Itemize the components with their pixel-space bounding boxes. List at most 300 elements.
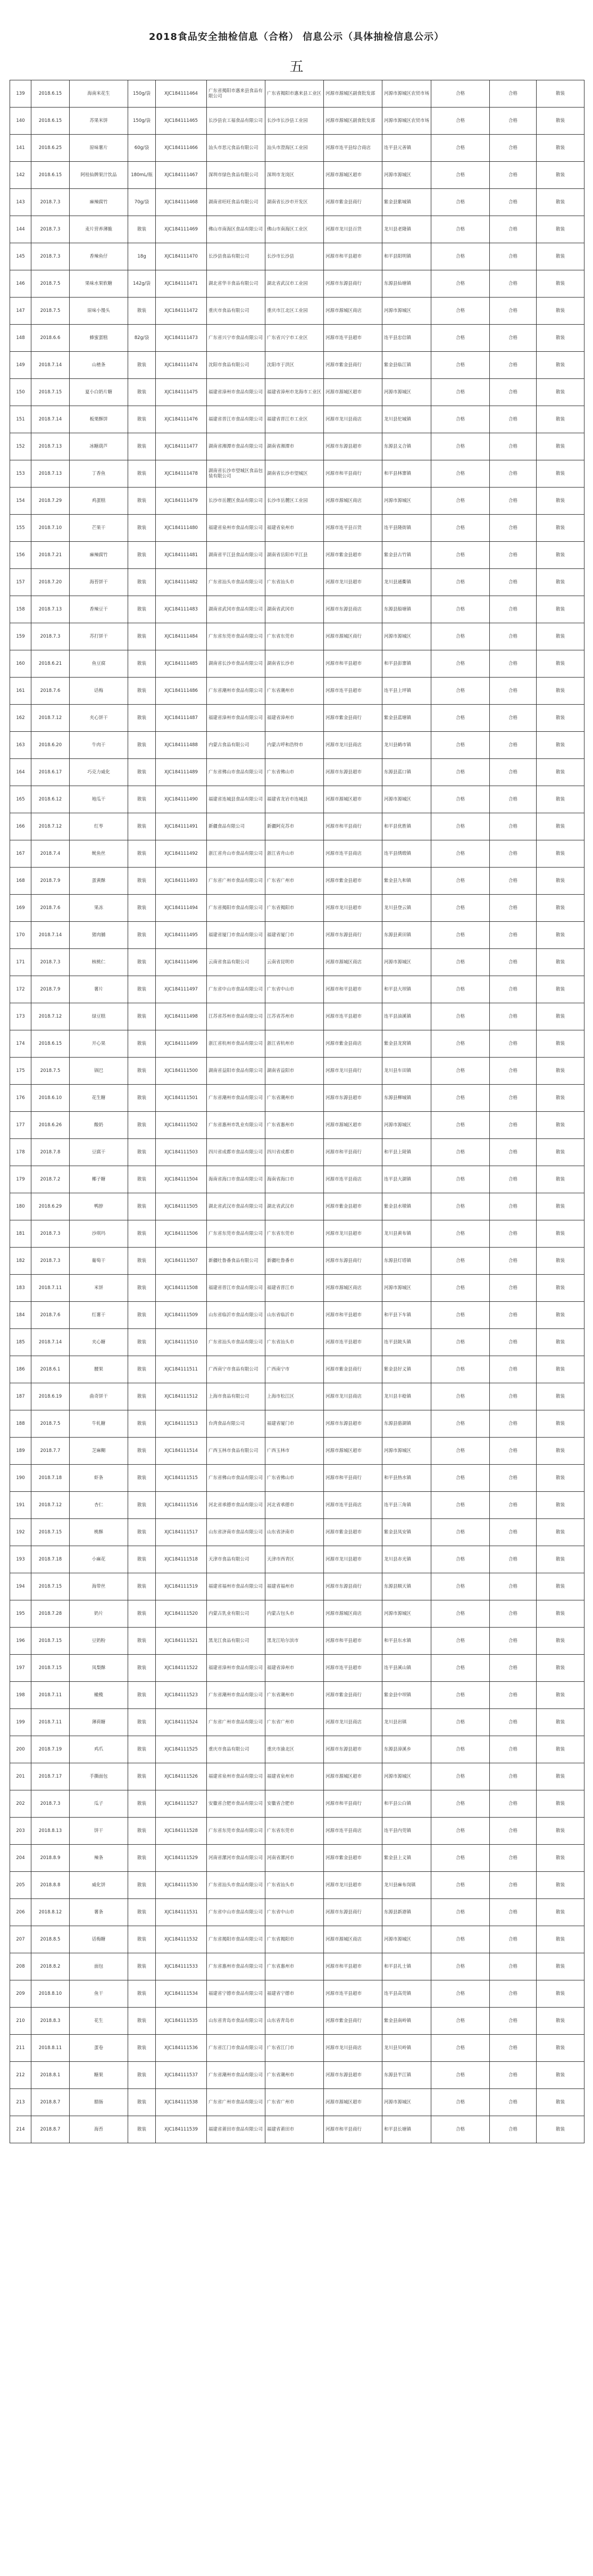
result-cell: 合格 bbox=[431, 1030, 490, 1058]
product-spec: 散装 bbox=[128, 1736, 156, 1763]
manufacturer-name: 福建省漳州市食品有限公司 bbox=[207, 1655, 265, 1682]
manufacturer-address: 广东省潮州市 bbox=[265, 1085, 324, 1112]
sample-place: 东源县蓝口镇 bbox=[382, 759, 431, 786]
brand-cell: 散装 bbox=[537, 2116, 584, 2143]
result-cell: 合格 bbox=[431, 108, 490, 135]
result-cell: 合格 bbox=[431, 433, 490, 460]
manufacturer-name: 广东省广州市食品有限公司 bbox=[207, 1709, 265, 1736]
brand-cell: 散装 bbox=[537, 243, 584, 270]
row-number: 153 bbox=[10, 460, 31, 488]
manufacturer-address: 佛山市南海区工业区 bbox=[265, 216, 324, 243]
row-number: 148 bbox=[10, 325, 31, 352]
row-number: 142 bbox=[10, 162, 31, 189]
product-spec: 70g/袋 bbox=[128, 189, 156, 216]
brand-cell: 散装 bbox=[537, 759, 584, 786]
sampled-unit: 河源市龙川县超市 bbox=[324, 895, 382, 922]
product-name: 酸奶 bbox=[70, 1112, 128, 1139]
sample-code: XJC184111538 bbox=[156, 2089, 207, 2116]
sample-code: XJC184111519 bbox=[156, 1573, 207, 1600]
sample-place: 龙川县鹤市镇 bbox=[382, 732, 431, 759]
row-number: 162 bbox=[10, 705, 31, 732]
product-spec: 散装 bbox=[128, 623, 156, 650]
sample-place: 龙川县登云镇 bbox=[382, 895, 431, 922]
product-name: 果味水果软糖 bbox=[70, 270, 128, 298]
brand-cell: 散装 bbox=[537, 895, 584, 922]
row-number: 200 bbox=[10, 1736, 31, 1763]
product-spec: 散装 bbox=[128, 1818, 156, 1845]
table-row bbox=[10, 1030, 584, 1058]
manufacturer-address: 福建省漳州市 bbox=[265, 705, 324, 732]
row-number: 180 bbox=[10, 1193, 31, 1220]
sample-place: 龙川县通衢镇 bbox=[382, 569, 431, 596]
sample-code: XJC184111491 bbox=[156, 813, 207, 840]
department-cell: 合格 bbox=[490, 1139, 537, 1166]
sample-date: 2018.7.10 bbox=[31, 515, 70, 542]
sample-code: XJC184111487 bbox=[156, 705, 207, 732]
department-cell: 合格 bbox=[490, 1275, 537, 1302]
manufacturer-name: 广东省潮州市食品有限公司 bbox=[207, 1682, 265, 1709]
manufacturer-name: 广东省潮州市食品有限公司 bbox=[207, 678, 265, 705]
table-row bbox=[10, 569, 584, 596]
result-cell: 合格 bbox=[431, 2035, 490, 2062]
table-row bbox=[10, 2008, 584, 2035]
manufacturer-name: 云南省食品有限公司 bbox=[207, 949, 265, 976]
brand-cell: 散装 bbox=[537, 840, 584, 868]
sample-code: XJC184111506 bbox=[156, 1220, 207, 1248]
sample-code: XJC184111522 bbox=[156, 1655, 207, 1682]
product-name: 豆奶粉 bbox=[70, 1628, 128, 1655]
sample-code: XJC184111526 bbox=[156, 1763, 207, 1790]
row-number: 140 bbox=[10, 108, 31, 135]
sample-code: XJC184111510 bbox=[156, 1329, 207, 1356]
manufacturer-name: 广东省惠州市乳业有限公司 bbox=[207, 1112, 265, 1139]
row-number: 160 bbox=[10, 650, 31, 678]
sample-date: 2018.7.13 bbox=[31, 460, 70, 488]
department-cell: 合格 bbox=[490, 868, 537, 895]
product-name: 花生糖 bbox=[70, 1085, 128, 1112]
product-name: 薄荷糖 bbox=[70, 1709, 128, 1736]
sampled-unit: 河源市连平县商店 bbox=[324, 1166, 382, 1193]
sample-date: 2018.6.20 bbox=[31, 732, 70, 759]
manufacturer-address: 广东省汕头市 bbox=[265, 569, 324, 596]
table-row bbox=[10, 1220, 584, 1248]
sample-place: 连平县大湖镇 bbox=[382, 1166, 431, 1193]
department-cell: 合格 bbox=[490, 1709, 537, 1736]
sample-date: 2018.7.12 bbox=[31, 705, 70, 732]
table-row bbox=[10, 162, 584, 189]
table-row bbox=[10, 1465, 584, 1492]
manufacturer-address: 新疆阿克苏市 bbox=[265, 813, 324, 840]
sample-date: 2018.7.12 bbox=[31, 1003, 70, 1030]
sample-place: 连平县元善镇 bbox=[382, 135, 431, 162]
row-number: 156 bbox=[10, 542, 31, 569]
sampled-unit: 河源市龙川县商店 bbox=[324, 2035, 382, 2062]
table-row bbox=[10, 678, 584, 705]
result-cell: 合格 bbox=[431, 1736, 490, 1763]
sampled-unit: 河源市东源县超市 bbox=[324, 433, 382, 460]
manufacturer-name: 新疆吐鲁番食品有限公司 bbox=[207, 1248, 265, 1275]
result-cell: 合格 bbox=[431, 949, 490, 976]
row-number: 211 bbox=[10, 2035, 31, 2062]
sample-place: 和平县林寨镇 bbox=[382, 460, 431, 488]
brand-cell: 散装 bbox=[537, 1248, 584, 1275]
manufacturer-address: 广东省惠州市 bbox=[265, 1112, 324, 1139]
department-cell: 合格 bbox=[490, 1573, 537, 1600]
table-row bbox=[10, 976, 584, 1003]
sample-place: 河源市源城区 bbox=[382, 379, 431, 406]
manufacturer-name: 福建省漳州市食品有限公司 bbox=[207, 379, 265, 406]
manufacturer-address: 福建省宁德市 bbox=[265, 1980, 324, 2008]
product-spec: 散装 bbox=[128, 813, 156, 840]
row-number: 170 bbox=[10, 922, 31, 949]
product-spec: 散装 bbox=[128, 1220, 156, 1248]
manufacturer-address: 福建省晋江市工业区 bbox=[265, 406, 324, 433]
manufacturer-name: 广东省揭阳市食品有限公司 bbox=[207, 1926, 265, 1953]
manufacturer-name: 福建省泉州市食品有限公司 bbox=[207, 515, 265, 542]
department-cell: 合格 bbox=[490, 759, 537, 786]
result-cell: 合格 bbox=[431, 678, 490, 705]
brand-cell: 散装 bbox=[537, 1003, 584, 1030]
manufacturer-name: 内蒙古乳业有限公司 bbox=[207, 1600, 265, 1628]
product-spec: 散装 bbox=[128, 1383, 156, 1410]
manufacturer-name: 河北省承德市食品有限公司 bbox=[207, 1492, 265, 1519]
product-spec: 散装 bbox=[128, 1329, 156, 1356]
row-number: 194 bbox=[10, 1573, 31, 1600]
sample-date: 2018.7.14 bbox=[31, 922, 70, 949]
row-number: 141 bbox=[10, 135, 31, 162]
table-row bbox=[10, 1573, 584, 1600]
row-number: 157 bbox=[10, 569, 31, 596]
product-spec: 82g/袋 bbox=[128, 325, 156, 352]
row-number: 165 bbox=[10, 786, 31, 813]
product-name: 手撕面包 bbox=[70, 1763, 128, 1790]
department-cell: 合格 bbox=[490, 488, 537, 515]
department-cell: 合格 bbox=[490, 976, 537, 1003]
manufacturer-name: 湖南省旺旺食品有限公司 bbox=[207, 189, 265, 216]
manufacturer-address: 广东省潮州市 bbox=[265, 678, 324, 705]
result-cell: 合格 bbox=[431, 1818, 490, 1845]
manufacturer-name: 长沙县农工福食品有限公司 bbox=[207, 108, 265, 135]
sampled-unit: 河源市源城区超市 bbox=[324, 1438, 382, 1465]
department-cell: 合格 bbox=[490, 596, 537, 623]
manufacturer-address: 广东省佛山市 bbox=[265, 1465, 324, 1492]
brand-cell: 散装 bbox=[537, 1600, 584, 1628]
manufacturer-name: 湖北省武汉市食品有限公司 bbox=[207, 1193, 265, 1220]
sample-place: 连平县隆街镇 bbox=[382, 515, 431, 542]
sampled-unit: 河源市源城区超市 bbox=[324, 1763, 382, 1790]
product-name: 原味薯片 bbox=[70, 135, 128, 162]
sample-code: XJC184111477 bbox=[156, 433, 207, 460]
sample-date: 2018.7.3 bbox=[31, 243, 70, 270]
brand-cell: 散装 bbox=[537, 678, 584, 705]
table-row bbox=[10, 270, 584, 298]
sample-date: 2018.7.12 bbox=[31, 1492, 70, 1519]
sample-code: XJC184111490 bbox=[156, 786, 207, 813]
sample-code: XJC184111482 bbox=[156, 569, 207, 596]
manufacturer-name: 广东省中山市食品有限公司 bbox=[207, 1899, 265, 1926]
row-number: 150 bbox=[10, 379, 31, 406]
sampled-unit: 河源市东源县超市 bbox=[324, 2062, 382, 2089]
table-row bbox=[10, 1899, 584, 1926]
sample-code: XJC184111537 bbox=[156, 2062, 207, 2089]
table-row bbox=[10, 786, 584, 813]
table-row bbox=[10, 1736, 584, 1763]
sample-date: 2018.8.7 bbox=[31, 2089, 70, 2116]
brand-cell: 散装 bbox=[537, 1953, 584, 1980]
sample-place: 龙川县丰稔镇 bbox=[382, 1383, 431, 1410]
sample-date: 2018.7.12 bbox=[31, 813, 70, 840]
product-name: 芒果干 bbox=[70, 515, 128, 542]
manufacturer-name: 广东省汕头市食品有限公司 bbox=[207, 569, 265, 596]
department-cell: 合格 bbox=[490, 1628, 537, 1655]
sample-place: 和平县优胜镇 bbox=[382, 813, 431, 840]
sampled-unit: 河源市连平县商店 bbox=[324, 1492, 382, 1519]
sampled-unit: 河源市东源县超市 bbox=[324, 1410, 382, 1438]
product-name: 麻辣腐竹 bbox=[70, 542, 128, 569]
sample-code: XJC184111494 bbox=[156, 895, 207, 922]
department-cell: 合格 bbox=[490, 1193, 537, 1220]
manufacturer-address: 长沙市长沙县工业园 bbox=[265, 108, 324, 135]
sample-date: 2018.7.6 bbox=[31, 1302, 70, 1329]
sampled-unit: 河源市东源县商行 bbox=[324, 1248, 382, 1275]
row-number: 139 bbox=[10, 80, 31, 108]
manufacturer-address: 广东省潮州市 bbox=[265, 1682, 324, 1709]
row-number: 191 bbox=[10, 1492, 31, 1519]
brand-cell: 散装 bbox=[537, 623, 584, 650]
brand-cell: 散装 bbox=[537, 542, 584, 569]
manufacturer-address: 汕头市澄海区工业园 bbox=[265, 135, 324, 162]
sample-place: 连平县内莞镇 bbox=[382, 1818, 431, 1845]
sample-code: XJC184111481 bbox=[156, 542, 207, 569]
row-number: 164 bbox=[10, 759, 31, 786]
brand-cell: 散装 bbox=[537, 813, 584, 840]
sample-date: 2018.7.2 bbox=[31, 1166, 70, 1193]
manufacturer-address: 长沙市岳麓区工业园 bbox=[265, 488, 324, 515]
product-name: 橄榄 bbox=[70, 1682, 128, 1709]
table-row bbox=[10, 2089, 584, 2116]
result-cell: 合格 bbox=[431, 1600, 490, 1628]
manufacturer-address: 上海市松江区 bbox=[265, 1383, 324, 1410]
product-name: 薯条 bbox=[70, 1899, 128, 1926]
sampled-unit: 河源市龙川县百货 bbox=[324, 216, 382, 243]
row-number: 178 bbox=[10, 1139, 31, 1166]
sampled-unit: 河源市源城区商店 bbox=[324, 298, 382, 325]
table-row bbox=[10, 1193, 584, 1220]
manufacturer-address: 沈阳市于洪区 bbox=[265, 352, 324, 379]
manufacturer-address: 福建省厦门市 bbox=[265, 1410, 324, 1438]
sample-date: 2018.7.9 bbox=[31, 976, 70, 1003]
row-number: 210 bbox=[10, 2008, 31, 2035]
manufacturer-address: 广东省揭阳市惠来县工业区 bbox=[265, 80, 324, 108]
result-cell: 合格 bbox=[431, 1410, 490, 1438]
sample-place: 连平县溪山镇 bbox=[382, 1655, 431, 1682]
brand-cell: 散装 bbox=[537, 135, 584, 162]
result-cell: 合格 bbox=[431, 325, 490, 352]
product-spec: 散装 bbox=[128, 1030, 156, 1058]
sample-date: 2018.7.7 bbox=[31, 1438, 70, 1465]
product-spec: 散装 bbox=[128, 949, 156, 976]
product-spec: 180mL/瓶 bbox=[128, 162, 156, 189]
manufacturer-name: 广东省东莞市食品有限公司 bbox=[207, 623, 265, 650]
manufacturer-address: 广西南宁市 bbox=[265, 1356, 324, 1383]
sample-date: 2018.7.8 bbox=[31, 1139, 70, 1166]
sample-date: 2018.7.6 bbox=[31, 895, 70, 922]
department-cell: 合格 bbox=[490, 1519, 537, 1546]
brand-cell: 散装 bbox=[537, 352, 584, 379]
table-row bbox=[10, 840, 584, 868]
department-cell: 合格 bbox=[490, 1220, 537, 1248]
sample-date: 2018.7.11 bbox=[31, 1275, 70, 1302]
result-cell: 合格 bbox=[431, 1438, 490, 1465]
sample-place: 龙川县赤光镇 bbox=[382, 1546, 431, 1573]
sample-date: 2018.8.3 bbox=[31, 2008, 70, 2035]
sample-place: 东源县柳城镇 bbox=[382, 1085, 431, 1112]
product-spec: 散装 bbox=[128, 1953, 156, 1980]
product-name: 桃酥 bbox=[70, 1519, 128, 1546]
sample-date: 2018.7.21 bbox=[31, 542, 70, 569]
product-name: 原味小馒头 bbox=[70, 298, 128, 325]
row-number: 168 bbox=[10, 868, 31, 895]
sample-date: 2018.7.13 bbox=[31, 596, 70, 623]
product-spec: 散装 bbox=[128, 1682, 156, 1709]
sampled-unit: 河源市东源县商店 bbox=[324, 596, 382, 623]
sample-date: 2018.6.15 bbox=[31, 80, 70, 108]
result-cell: 合格 bbox=[431, 1166, 490, 1193]
sample-code: XJC184111513 bbox=[156, 1410, 207, 1438]
manufacturer-address: 广东省广州市 bbox=[265, 2089, 324, 2116]
row-number: 199 bbox=[10, 1709, 31, 1736]
product-spec: 散装 bbox=[128, 569, 156, 596]
brand-cell: 散装 bbox=[537, 1818, 584, 1845]
brand-cell: 散装 bbox=[537, 1356, 584, 1383]
sampled-unit: 河源市龙川县商店 bbox=[324, 1383, 382, 1410]
product-name: 腊肠 bbox=[70, 2089, 128, 2116]
sample-date: 2018.8.12 bbox=[31, 1899, 70, 1926]
result-cell: 合格 bbox=[431, 1302, 490, 1329]
product-name: 威化饼 bbox=[70, 1872, 128, 1899]
manufacturer-address: 福建省龙岩市连城县 bbox=[265, 786, 324, 813]
sample-code: XJC184111524 bbox=[156, 1709, 207, 1736]
product-name: 牛肉干 bbox=[70, 732, 128, 759]
row-number: 181 bbox=[10, 1220, 31, 1248]
sample-code: XJC184111468 bbox=[156, 189, 207, 216]
manufacturer-name: 河南省漯河市食品有限公司 bbox=[207, 1845, 265, 1872]
sample-code: XJC184111480 bbox=[156, 515, 207, 542]
sample-code: XJC184111525 bbox=[156, 1736, 207, 1763]
sample-date: 2018.7.3 bbox=[31, 1248, 70, 1275]
result-cell: 合格 bbox=[431, 1139, 490, 1166]
manufacturer-name: 广东省广州市食品有限公司 bbox=[207, 2089, 265, 2116]
result-cell: 合格 bbox=[431, 1058, 490, 1085]
result-cell: 合格 bbox=[431, 2116, 490, 2143]
brand-cell: 散装 bbox=[537, 1302, 584, 1329]
manufacturer-name: 台湾食品有限公司 bbox=[207, 1410, 265, 1438]
sample-code: XJC184111511 bbox=[156, 1356, 207, 1383]
sample-code: XJC184111493 bbox=[156, 868, 207, 895]
manufacturer-address: 安徽省合肥市 bbox=[265, 1790, 324, 1818]
sample-place: 和平县大坝镇 bbox=[382, 976, 431, 1003]
product-name: 蜂蜜蛋糕 bbox=[70, 325, 128, 352]
sample-place: 河源市源城区 bbox=[382, 298, 431, 325]
row-number: 144 bbox=[10, 216, 31, 243]
brand-cell: 散装 bbox=[537, 569, 584, 596]
sampled-unit: 河源市源城区超市 bbox=[324, 1112, 382, 1139]
product-name: 巧克力威化 bbox=[70, 759, 128, 786]
manufacturer-name: 深圳市绿色食品有限公司 bbox=[207, 162, 265, 189]
sample-place: 紫金县凤安镇 bbox=[382, 1519, 431, 1546]
sample-date: 2018.8.13 bbox=[31, 1818, 70, 1845]
result-cell: 合格 bbox=[431, 189, 490, 216]
product-spec: 散装 bbox=[128, 1302, 156, 1329]
product-name: 冰糖葫芦 bbox=[70, 433, 128, 460]
sample-date: 2018.7.3 bbox=[31, 1220, 70, 1248]
row-number: 147 bbox=[10, 298, 31, 325]
manufacturer-name: 重庆市食品有限公司 bbox=[207, 298, 265, 325]
table-row bbox=[10, 1410, 584, 1438]
brand-cell: 散装 bbox=[537, 1926, 584, 1953]
result-cell: 合格 bbox=[431, 1383, 490, 1410]
sample-date: 2018.7.18 bbox=[31, 1465, 70, 1492]
product-name: 鱼豆腐 bbox=[70, 650, 128, 678]
manufacturer-address: 四川省成都市 bbox=[265, 1139, 324, 1166]
sample-place: 东源县仙塘镇 bbox=[382, 270, 431, 298]
row-number: 175 bbox=[10, 1058, 31, 1085]
result-cell: 合格 bbox=[431, 135, 490, 162]
sample-code: XJC184111498 bbox=[156, 1003, 207, 1030]
table-row bbox=[10, 1058, 584, 1085]
manufacturer-address: 广东省揭阳市 bbox=[265, 1926, 324, 1953]
manufacturer-name: 新疆食品有限公司 bbox=[207, 813, 265, 840]
manufacturer-name: 广东省中山市食品有限公司 bbox=[207, 976, 265, 1003]
manufacturer-address: 福建省莆田市 bbox=[265, 2116, 324, 2143]
brand-cell: 散装 bbox=[537, 1790, 584, 1818]
sampled-unit: 河源市连平县超市 bbox=[324, 678, 382, 705]
sample-place: 连平县陂头镇 bbox=[382, 1329, 431, 1356]
result-cell: 合格 bbox=[431, 352, 490, 379]
product-spec: 散装 bbox=[128, 1655, 156, 1682]
row-number: 198 bbox=[10, 1682, 31, 1709]
result-cell: 合格 bbox=[431, 1926, 490, 1953]
brand-cell: 散装 bbox=[537, 1492, 584, 1519]
product-name: 麦片营养薄脆 bbox=[70, 216, 128, 243]
manufacturer-address: 福建省晋江市 bbox=[265, 1275, 324, 1302]
sample-date: 2018.7.3 bbox=[31, 1790, 70, 1818]
brand-cell: 散装 bbox=[537, 1709, 584, 1736]
brand-cell: 散装 bbox=[537, 108, 584, 135]
manufacturer-name: 福建省晋江市食品有限公司 bbox=[207, 1275, 265, 1302]
product-name: 开心果 bbox=[70, 1030, 128, 1058]
manufacturer-address: 内蒙古包头市 bbox=[265, 1600, 324, 1628]
department-cell: 合格 bbox=[490, 1818, 537, 1845]
table-row bbox=[10, 732, 584, 759]
row-number: 202 bbox=[10, 1790, 31, 1818]
brand-cell: 散装 bbox=[537, 596, 584, 623]
table-row bbox=[10, 1248, 584, 1275]
row-number: 146 bbox=[10, 270, 31, 298]
product-spec: 60g/袋 bbox=[128, 135, 156, 162]
sampled-unit: 河源市龙川县超市 bbox=[324, 1872, 382, 1899]
product-name: 瓜子 bbox=[70, 1790, 128, 1818]
table-row bbox=[10, 1763, 584, 1790]
sampled-unit: 河源市和平县商行 bbox=[324, 1790, 382, 1818]
sample-code: XJC184111485 bbox=[156, 650, 207, 678]
brand-cell: 散装 bbox=[537, 298, 584, 325]
sampled-unit: 河源市源城区商店 bbox=[324, 1926, 382, 1953]
table-row bbox=[10, 1356, 584, 1383]
product-spec: 散装 bbox=[128, 1085, 156, 1112]
sample-code: XJC184111492 bbox=[156, 840, 207, 868]
brand-cell: 散装 bbox=[537, 162, 584, 189]
